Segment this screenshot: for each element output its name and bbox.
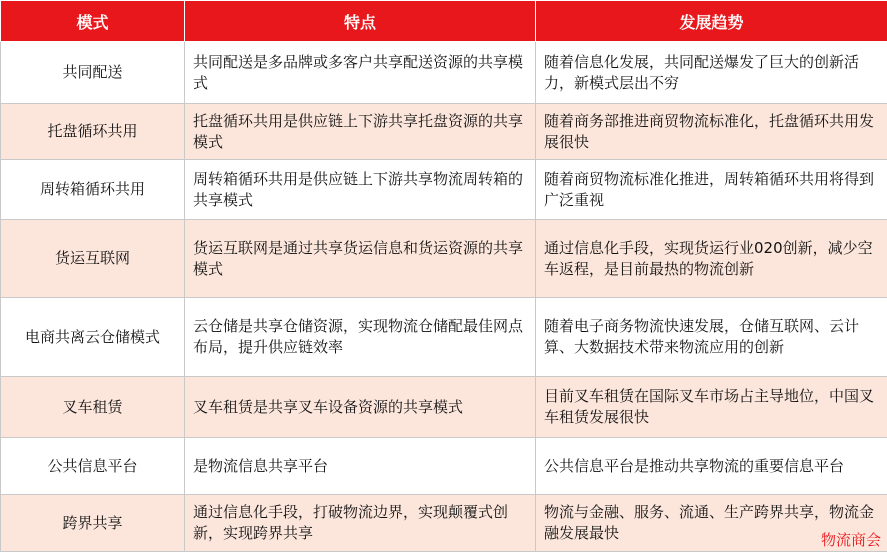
mode-cell: 托盘循环共用 [1, 104, 185, 160]
mode-cell: 电商共离云仓储模式 [1, 298, 185, 377]
trend-cell: 物流与金融、服务、流通、生产跨界共享，物流金融发展最快 [536, 495, 887, 552]
table-row [1, 42, 887, 104]
header-trend: 发展趋势 [536, 1, 887, 42]
mode-cell: 周转箱循环共用 [1, 160, 185, 220]
mode-cell: 共同配送 [1, 42, 185, 104]
trend-cell: 随着商务部推进商贸物流标准化，托盘循环共用发展很快 [536, 104, 887, 160]
trend-cell: 公共信息平台是推动共享物流的重要信息平台 [536, 438, 887, 495]
table-row [1, 220, 887, 298]
header-row [1, 1, 887, 42]
feature-cell: 托盘循环共用是供应链上下游共享托盘资源的共享模式 [185, 104, 536, 160]
mode-cell: 叉车租赁 [1, 377, 185, 438]
feature-cell: 周转箱循环共用是供应链上下游共享物流周转箱的共享模式 [185, 160, 536, 220]
feature-cell: 是物流信息共享平台 [185, 438, 536, 495]
trend-cell: 随着信息化发展，共同配送爆发了巨大的创新活力，新模式层出不穷 [536, 42, 887, 104]
header-mode: 模式 [1, 1, 185, 42]
mode-cell: 跨界共享 [1, 495, 185, 552]
table-row [1, 104, 887, 160]
trend-cell: 目前叉车租赁在国际叉车市场占主导地位，中国叉车租赁发展很快 [536, 377, 887, 438]
mode-cell: 公共信息平台 [1, 438, 185, 495]
table-row [1, 438, 887, 495]
feature-cell: 货运互联网是通过共享货运信息和货运资源的共享模式 [185, 220, 536, 298]
trend-cell: 随着商贸物流标准化推进，周转箱循环共用将得到广泛重视 [536, 160, 887, 220]
feature-cell: 共同配送是多品牌或多客户共享配送资源的共享模式 [185, 42, 536, 104]
trend-cell: 通过信息化手段，实现货运行业020创新，减少空车返程，是目前最热的物流创新 [536, 220, 887, 298]
table-row [1, 377, 887, 438]
mode-cell: 货运互联网 [1, 220, 185, 298]
watermark: 物流商会 [820, 531, 881, 549]
table-row [1, 495, 887, 552]
table-row [1, 160, 887, 220]
trend-cell: 随着电子商务物流快速发展，仓储互联网、云计算、大数据技术带来物流应用的创新 [536, 298, 887, 377]
table-row [1, 298, 887, 377]
feature-cell: 云仓储是共享仓储资源，实现物流仓储配最佳网点布局，提升供应链效率 [185, 298, 536, 377]
feature-cell: 通过信息化手段，打破物流边界，实现颠覆式创新，实现跨界共享 [185, 495, 536, 552]
feature-cell: 叉车租赁是共享叉车设备资源的共享模式 [185, 377, 536, 438]
header-feature: 特点 [185, 1, 536, 42]
